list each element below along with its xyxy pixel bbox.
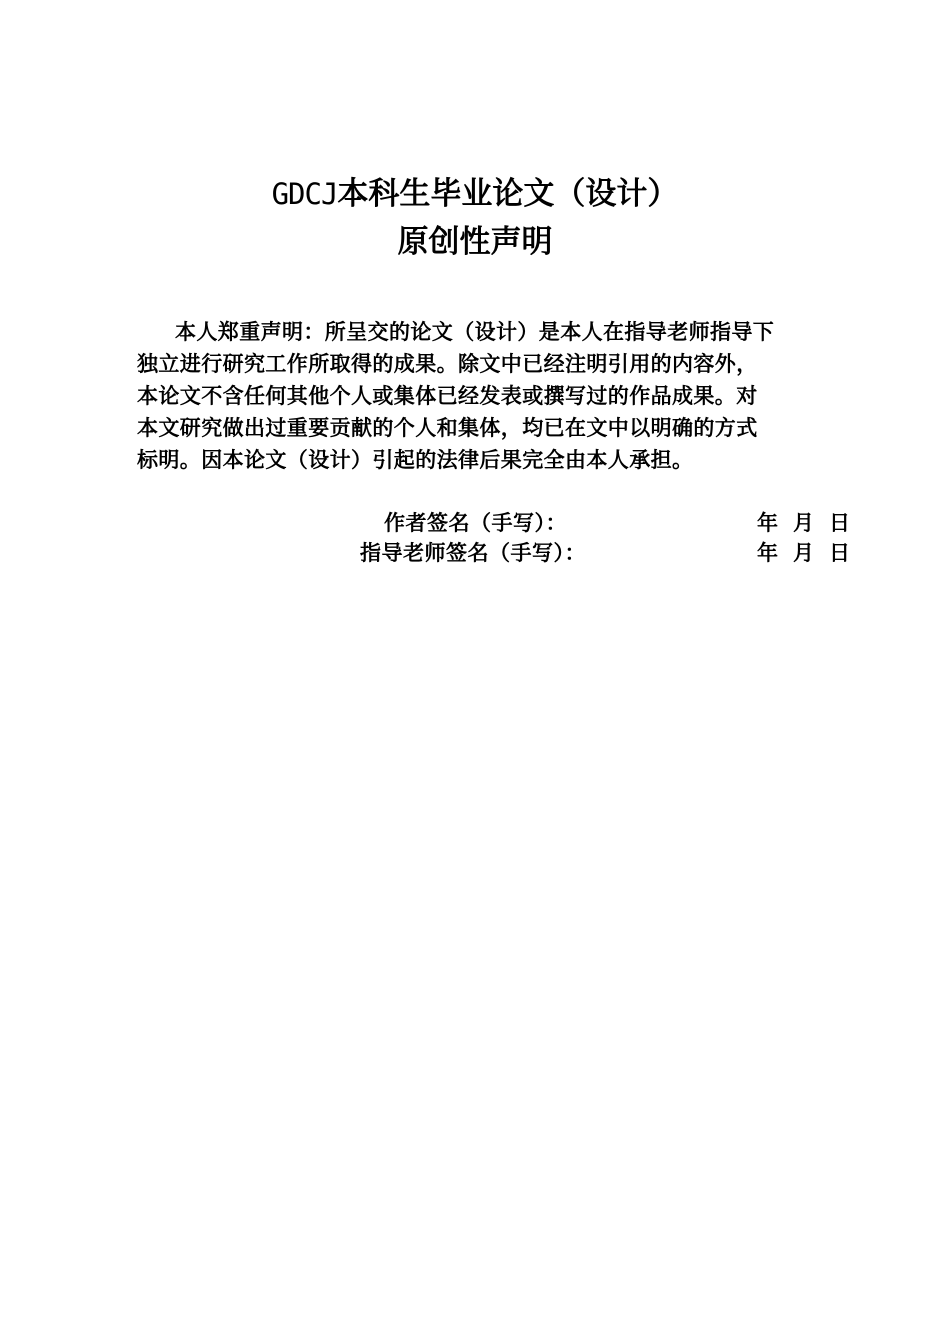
date-month-label: 月 — [793, 541, 814, 565]
advisor-signature-date — [757, 538, 865, 568]
paragraph-line: 标明。因本论文（设计）引起的法律后果完全由本人承担。 — [137, 448, 694, 472]
document-title — [0, 172, 950, 216]
paragraph-line: 本人郑重声明：所呈交的论文（设计）是本人在指导老师指导下 — [175, 320, 775, 344]
document-title-text: 本科生毕业论文（设计） — [337, 176, 679, 212]
document-title-prefix: GDCJ — [271, 177, 338, 211]
date-day-label: 日 — [829, 541, 850, 565]
document-subtitle: 原创性声明 — [397, 224, 553, 260]
date-year-label: 年 — [757, 511, 778, 535]
date-month-label: 月 — [793, 511, 814, 535]
advisor-signature-label: 指导老师签名（手写）： — [360, 541, 586, 565]
author-signature-row — [0, 508, 950, 538]
author-signature-label: 作者签名（手写）： — [384, 511, 567, 535]
paragraph-line: 独立进行研究工作所取得的成果。除文中已经注明引用的内容外， — [137, 352, 758, 376]
declaration-paragraph — [137, 316, 837, 476]
paragraph-line: 本文研究做出过重要贡献的个人和集体，均已在文中以明确的方式 — [137, 416, 758, 440]
author-signature-date — [757, 508, 865, 538]
date-year-label: 年 — [757, 541, 778, 565]
date-day-label: 日 — [829, 511, 850, 535]
advisor-signature-row — [0, 538, 950, 568]
paragraph-line: 本论文不含任何其他个人或集体已经发表或撰写过的作品成果。对 — [137, 384, 758, 408]
